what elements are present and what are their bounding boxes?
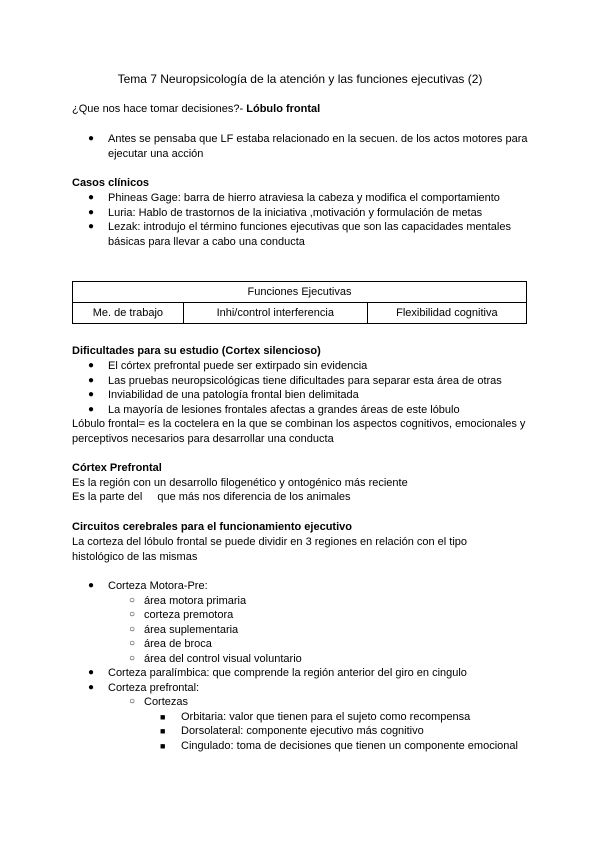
sub-list-item: ○ Cortezas: [129, 696, 189, 708]
bullet-icon: ●: [88, 374, 95, 386]
bullet-icon: ●: [88, 192, 95, 203]
funciones-table: [72, 281, 527, 324]
circle-bullet-icon: ○: [129, 638, 136, 649]
cortex-line-2: Es la parte del que más nos diferencia de los animales: [72, 491, 351, 503]
circuitos-intro: La corteza del lóbulo frontal se puede dividir en 3 regiones en relación con el tipo histológico de las mismas: [72, 536, 468, 563]
list-item: ● Inviabilidad de una patología frontal bien delimitada: [88, 389, 359, 401]
document-title: Tema 7 Neuropsicología de la atención y las funciones ejecutivas (2): [117, 72, 483, 86]
circuitos-list: [72, 579, 528, 753]
question-answer: Lóbulo frontal: [246, 103, 321, 115]
table-cell: Flexibilidad cognitiva: [367, 303, 526, 324]
list-item: ● Phineas Gage: barra de hierro atraviesa la cabeza y modifica el comportamiento: [88, 192, 500, 204]
bullet-icon: ●: [88, 580, 95, 591]
dificultades-heading: Dificultades para su estudio (Cortex silencioso): [72, 345, 321, 357]
bullet-icon: ●: [88, 389, 95, 400]
sub-sub-list-item: ■ Dorsolateral: componente ejecutivo más cognitivo: [160, 725, 424, 737]
question-line: [72, 102, 320, 117]
dificultades-list: [72, 359, 528, 417]
bullet-icon: ●: [88, 206, 95, 218]
circle-bullet-icon: ○: [129, 623, 136, 635]
circle-bullet-icon: ○: [129, 594, 136, 606]
list-item: ● El córtex prefrontal puede ser extirpado sin evidencia: [88, 360, 368, 372]
bullet-icon: ●: [88, 221, 95, 232]
question-text: ¿Que nos hace tomar decisiones?-: [72, 103, 247, 115]
sub-list-item: ○ corteza premotora: [129, 609, 234, 621]
circle-bullet-icon: ○: [129, 609, 136, 620]
list-item: ● La mayoría de lesiones frontales afectas a grandes áreas de este lóbulo: [88, 403, 460, 416]
casos-heading: Casos clínicos: [72, 177, 150, 189]
cortex-line-1: Es la región con un desarrollo filogenético y ontogénico más reciente: [72, 477, 408, 489]
bullet-icon: ●: [88, 667, 95, 678]
table-cell: Inhi/control interferencia: [183, 303, 367, 324]
cortex-heading: Córtex Prefrontal: [72, 462, 162, 474]
list-item: ● Luria: Hablo de trastornos de la iniciativa ,motivación y formulación de metas: [88, 206, 483, 219]
question-list: [72, 132, 528, 161]
list-item: ● Antes se pensaba que LF estaba relacionado en la secuen. de los actos motores para ejecutar una acción: [88, 133, 528, 160]
bullet-icon: ●: [88, 403, 95, 415]
circle-bullet-icon: ○: [129, 696, 136, 707]
sub-sub-list-item: ■ Cingulado: toma de decisiones que tienen un componente emocional: [160, 739, 518, 752]
sub-list-item: ○ área del control visual voluntario: [129, 652, 302, 665]
list-item: ● Las pruebas neuropsicológicas tiene dificultades para separar esta área de otras: [88, 374, 502, 387]
list-item: ● Corteza Motora-Pre:: [88, 580, 208, 592]
casos-list: [72, 191, 528, 249]
sub-sub-list-item: ■ Orbitaria: valor que tienen para el sujeto como recompensa: [160, 710, 471, 723]
lobulo-paragraph: Lóbulo frontal= es la coctelera en la que se combinan los aspectos cognitivos, emocionales y perceptivos necesarios para desarrollar una conducta: [72, 418, 526, 445]
table-header: Funciones Ejecutivas: [73, 282, 527, 303]
table-cell: Me. de trabajo: [73, 303, 184, 324]
bullet-icon: ●: [88, 360, 95, 371]
square-bullet-icon: ■: [160, 726, 166, 736]
list-item: ● Corteza prefrontal:: [88, 681, 200, 694]
list-item: ● Corteza paralímbica: que comprende la región anterior del giro en cingulo: [88, 667, 467, 679]
bullet-icon: ●: [88, 681, 95, 693]
list-item: ● Lezak: introdujo el término funciones ejecutivas que son las capacidades mentales básicas para llevar a cabo una conducta: [88, 221, 511, 248]
circuitos-heading: Circuitos cerebrales para el funcionamiento ejecutivo: [72, 521, 352, 533]
bullet-icon: ●: [88, 133, 95, 144]
sub-list-item: ○ área de broca: [129, 638, 212, 650]
sub-list-item: ○ área suplementaria: [129, 623, 239, 636]
square-bullet-icon: ■: [160, 711, 166, 722]
square-bullet-icon: ■: [160, 740, 166, 751]
sub-list-item: ○ área motora primaria: [129, 594, 247, 607]
circle-bullet-icon: ○: [129, 652, 136, 664]
